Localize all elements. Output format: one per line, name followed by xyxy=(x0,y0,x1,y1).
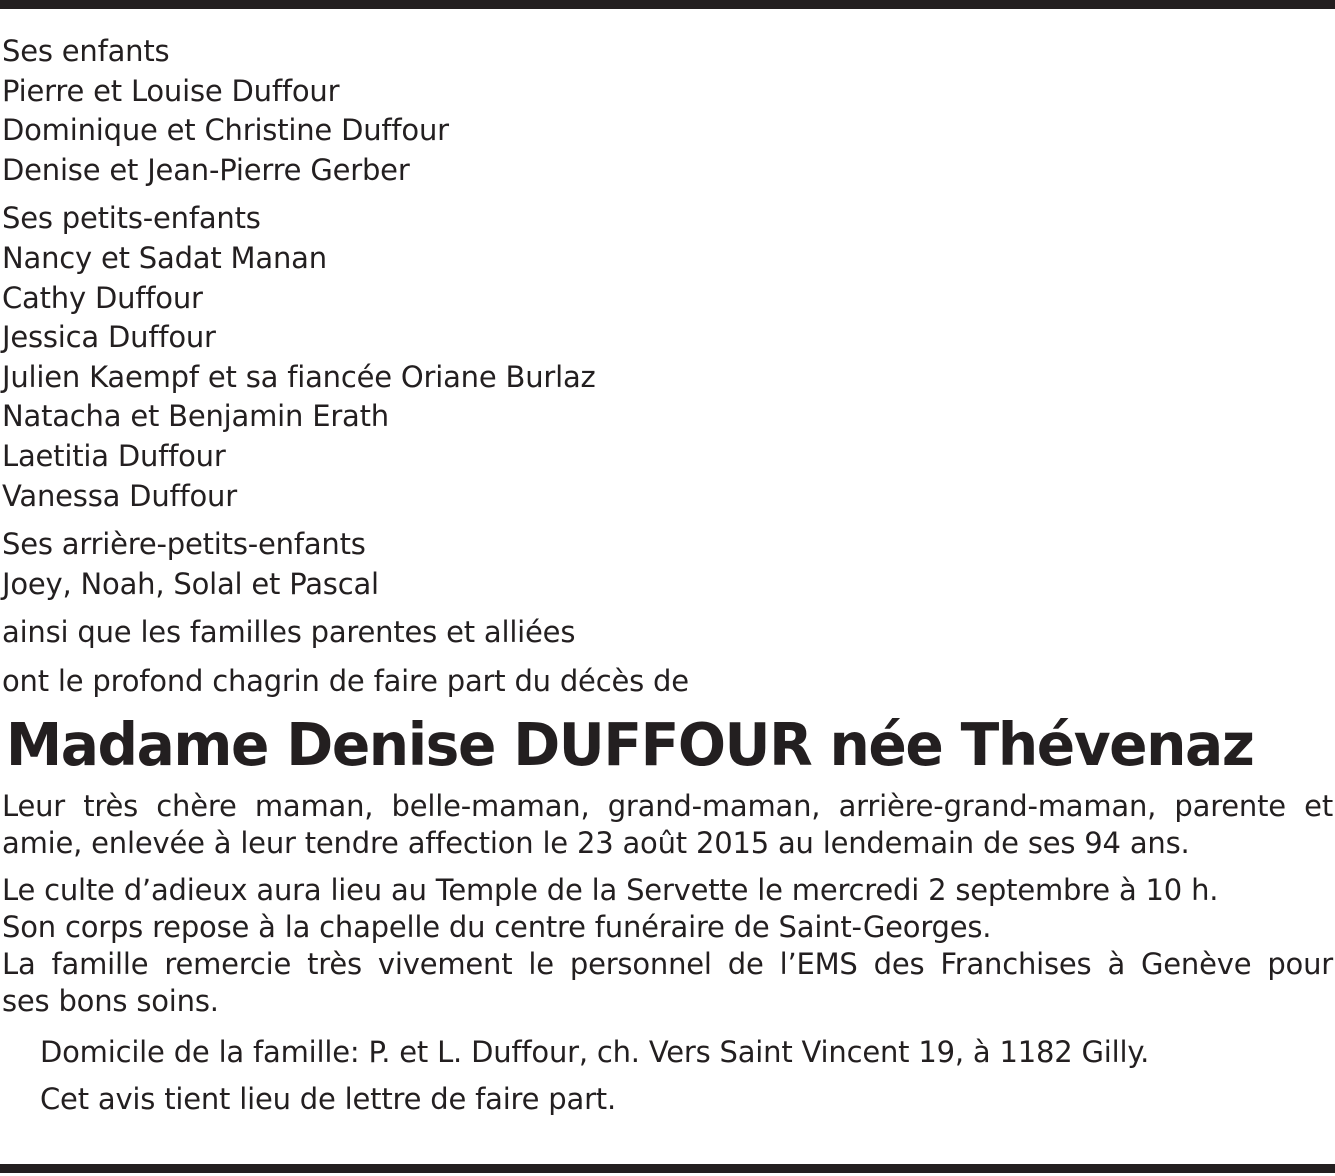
grandchildren-heading: Ses petits-enfants xyxy=(2,201,261,236)
bottom-border-rule xyxy=(0,1164,1335,1173)
grandchild-name: Julien Kaempf et sa fiancée Oriane Burlaz xyxy=(2,359,596,394)
grandchild-name: Natacha et Benjamin Erath xyxy=(2,399,389,434)
announcement-line: ont le profond chagrin de faire part du décès de xyxy=(2,663,689,698)
tribute-paragraph xyxy=(2,788,1333,862)
service-line: ses bons soins. xyxy=(2,983,219,1018)
tribute-line: amie, enlevée à leur tendre affection le 23 août 2015 au lendemain de ses 94 ans. xyxy=(2,825,1190,860)
great-grandchildren-heading: Ses arrière-petits-enfants xyxy=(2,527,366,562)
families-section xyxy=(2,613,1333,653)
child-name: Pierre et Louise Duffour xyxy=(2,73,340,108)
tribute-line: Leur très chère maman, belle-maman, grand-maman, arrière-grand-maman, parente et xyxy=(2,788,1333,823)
domicile-line: Domicile de la famille: P. et L. Duffour, ch. Vers Saint Vincent 19, à 1182 Gilly. xyxy=(40,1034,1150,1069)
service-paragraph xyxy=(2,872,1333,1020)
grandchild-name: Cathy Duffour xyxy=(2,280,203,315)
service-line: La famille remercie très vivement le personnel de l’EMS des Franchises à Genève pour xyxy=(2,946,1333,981)
top-border-rule xyxy=(0,0,1335,9)
death-notice xyxy=(2,32,1333,1123)
families-line: ainsi que les familles parentes et alliées xyxy=(2,615,576,650)
children-section xyxy=(2,32,1333,190)
grandchild-name: Nancy et Sadat Manan xyxy=(2,240,327,275)
grandchild-name: Vanessa Duffour xyxy=(2,478,237,513)
children-heading: Ses enfants xyxy=(2,34,170,68)
deceased-name: Madame Denise DUFFOUR née Thévenaz xyxy=(5,709,1254,779)
closing-line: Cet avis tient lieu de lettre de faire part. xyxy=(40,1081,616,1116)
great-grandchild-names: Joey, Noah, Solal et Pascal xyxy=(2,566,379,601)
grandchild-name: Laetitia Duffour xyxy=(2,438,226,473)
grandchildren-section xyxy=(2,199,1333,516)
service-line: Le culte d’adieux aura lieu au Temple de la Servette le mercredi 2 septembre à 10 h. xyxy=(2,872,1219,907)
great-grandchildren-section xyxy=(2,525,1333,604)
service-line: Son corps repose à la chapelle du centre funéraire de Saint-Georges. xyxy=(2,909,992,944)
child-name: Denise et Jean-Pierre Gerber xyxy=(2,152,410,187)
grandchild-name: Jessica Duffour xyxy=(2,320,216,355)
child-name: Dominique et Christine Duffour xyxy=(2,113,449,148)
